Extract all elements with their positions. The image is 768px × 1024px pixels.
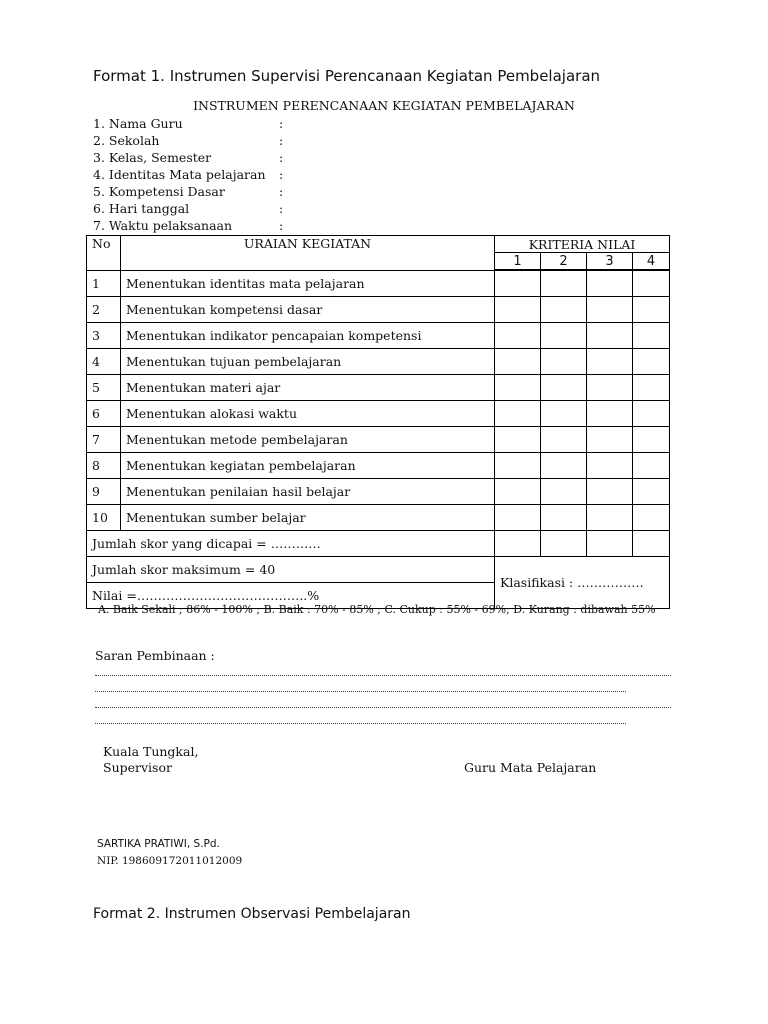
score-cell[interactable] — [495, 427, 541, 453]
format2-heading: Format 2. Instrumen Observasi Pembelajaran — [93, 906, 411, 922]
field-label: 3. Kelas, Semester — [93, 150, 212, 165]
score-cell[interactable] — [495, 270, 541, 297]
row-no: 1 — [87, 270, 121, 297]
table-row — [87, 401, 670, 427]
score-cell[interactable] — [587, 349, 633, 375]
table-row — [87, 349, 670, 375]
score-cell[interactable] — [541, 323, 587, 349]
score-cell[interactable] — [587, 453, 633, 479]
score-cell[interactable] — [633, 453, 670, 479]
row-text: Menentukan kegiatan pembelajaran — [121, 453, 495, 479]
score-cell[interactable] — [541, 505, 587, 531]
format1-heading: Format 1. Instrumen Supervisi Perencanaan Kegiatan Pembelajaran — [93, 67, 601, 85]
field-waktu-pelaksanaan — [93, 218, 284, 233]
score-cell[interactable] — [495, 323, 541, 349]
score-cell[interactable] — [541, 453, 587, 479]
nilai: Nilai =…………………………………..% — [87, 583, 495, 609]
score-cell[interactable] — [587, 270, 633, 297]
score-cell[interactable] — [587, 531, 633, 557]
score-cell[interactable] — [541, 375, 587, 401]
field-colon: : — [279, 167, 284, 182]
score-cell[interactable] — [495, 375, 541, 401]
row-text: Menentukan indikator pencapaian kompetensi — [121, 323, 495, 349]
criteria-table — [86, 235, 670, 609]
table-row — [87, 297, 670, 323]
row-no: 8 — [87, 453, 121, 479]
table-row — [87, 505, 670, 531]
field-label: 4. Identitas Mata pelajaran — [93, 167, 266, 182]
table-row — [87, 270, 670, 297]
score-cell[interactable] — [587, 375, 633, 401]
score-cell[interactable] — [587, 401, 633, 427]
score-cell[interactable] — [633, 531, 670, 557]
score-cell[interactable] — [633, 270, 670, 297]
klasifikasi: Klasifikasi : ……………. — [495, 557, 670, 609]
row-no: 4 — [87, 349, 121, 375]
score-header-4: 4 — [633, 253, 670, 271]
score-header-2: 2 — [541, 253, 587, 271]
score-header-1: 1 — [495, 253, 541, 271]
table-row — [87, 323, 670, 349]
supervisor-role: Supervisor — [103, 760, 172, 775]
field-label: 1. Nama Guru — [93, 116, 183, 131]
scale-note: A. Baik Sekali ; 86% - 100% ; B. Baik : 70% - 85% ; C. Cukup : 55% - 69%; D. Kurang : dibawah 55% — [98, 603, 656, 616]
score-cell[interactable] — [495, 401, 541, 427]
row-text: Menentukan metode pembelajaran — [121, 427, 495, 453]
row-no: 10 — [87, 505, 121, 531]
score-cell[interactable] — [541, 349, 587, 375]
score-header-3: 3 — [587, 253, 633, 271]
score-cell[interactable] — [541, 479, 587, 505]
supervisor-nip: NIP. 198609172011012009 — [97, 855, 243, 867]
field-colon: : — [279, 133, 284, 148]
score-cell[interactable] — [587, 297, 633, 323]
saran-line[interactable] — [95, 681, 626, 692]
score-cell[interactable] — [587, 479, 633, 505]
row-no: 2 — [87, 297, 121, 323]
field-kelas-semester — [93, 150, 284, 165]
table-row — [87, 453, 670, 479]
score-cell[interactable] — [541, 401, 587, 427]
score-cell[interactable] — [495, 505, 541, 531]
row-text: Menentukan materi ajar — [121, 375, 495, 401]
score-cell[interactable] — [633, 479, 670, 505]
score-cell[interactable] — [495, 453, 541, 479]
row-text: Menentukan penilaian hasil belajar — [121, 479, 495, 505]
field-colon: : — [279, 218, 284, 233]
score-cell[interactable] — [633, 401, 670, 427]
header-kriteria: KRITERIA NILAI — [495, 236, 670, 253]
field-label: 7. Waktu pelaksanaan — [93, 218, 233, 233]
row-no: 9 — [87, 479, 121, 505]
field-colon: : — [279, 150, 284, 165]
row-text: Menentukan sumber belajar — [121, 505, 495, 531]
saran-label: Saran Pembinaan : — [95, 648, 215, 663]
field-label: 2. Sekolah — [93, 133, 160, 148]
score-cell[interactable] — [633, 297, 670, 323]
score-cell[interactable] — [587, 427, 633, 453]
table-row-jumlah-dicapai — [87, 531, 670, 557]
score-cell[interactable] — [495, 297, 541, 323]
row-text: Menentukan identitas mata pelajaran — [121, 270, 495, 297]
score-cell[interactable] — [541, 270, 587, 297]
score-cell[interactable] — [633, 349, 670, 375]
jumlah-maksimum: Jumlah skor maksimum = 40 — [87, 557, 495, 583]
score-cell[interactable] — [541, 531, 587, 557]
score-cell[interactable] — [495, 479, 541, 505]
field-kompetensi-dasar — [93, 184, 284, 199]
table-row — [87, 479, 670, 505]
score-cell[interactable] — [633, 323, 670, 349]
guru-role: Guru Mata Pelajaran — [464, 760, 597, 775]
row-text: Menentukan tujuan pembelajaran — [121, 349, 495, 375]
row-no: 6 — [87, 401, 121, 427]
score-cell[interactable] — [587, 505, 633, 531]
saran-line[interactable] — [95, 697, 671, 708]
row-text: Menentukan alokasi waktu — [121, 401, 495, 427]
field-label: 5. Kompetensi Dasar — [93, 184, 225, 199]
signature-city: Kuala Tungkal, — [103, 744, 199, 759]
field-colon: : — [279, 116, 284, 131]
saran-line[interactable] — [95, 713, 626, 724]
table-row — [87, 375, 670, 401]
field-identitas-mapel — [93, 167, 284, 182]
field-nama-guru — [93, 116, 284, 131]
score-cell[interactable] — [541, 297, 587, 323]
field-hari-tanggal — [93, 201, 284, 216]
field-sekolah — [93, 133, 284, 148]
header-no: No — [87, 236, 121, 271]
score-cell[interactable] — [495, 531, 541, 557]
table-row-jumlah-maksimum — [87, 557, 670, 583]
instrument-title: INSTRUMEN PERENCANAAN KEGIATAN PEMBELAJARAN — [193, 98, 575, 113]
saran-line[interactable] — [95, 665, 671, 676]
header-uraian: URAIAN KEGIATAN — [121, 236, 495, 271]
score-cell[interactable] — [633, 505, 670, 531]
field-colon: : — [279, 201, 284, 216]
field-colon: : — [279, 184, 284, 199]
row-no: 5 — [87, 375, 121, 401]
row-text: Menentukan kompetensi dasar — [121, 297, 495, 323]
table-row — [87, 427, 670, 453]
field-label: 6. Hari tanggal — [93, 201, 190, 216]
score-cell[interactable] — [587, 323, 633, 349]
score-cell[interactable] — [541, 427, 587, 453]
score-cell[interactable] — [633, 427, 670, 453]
row-no: 7 — [87, 427, 121, 453]
jumlah-dicapai: Jumlah skor yang dicapai = ………… — [87, 531, 495, 557]
row-no: 3 — [87, 323, 121, 349]
supervisor-name: SARTIKA PRATIWI, S.Pd. — [97, 838, 220, 850]
score-cell[interactable] — [495, 349, 541, 375]
score-cell[interactable] — [633, 375, 670, 401]
